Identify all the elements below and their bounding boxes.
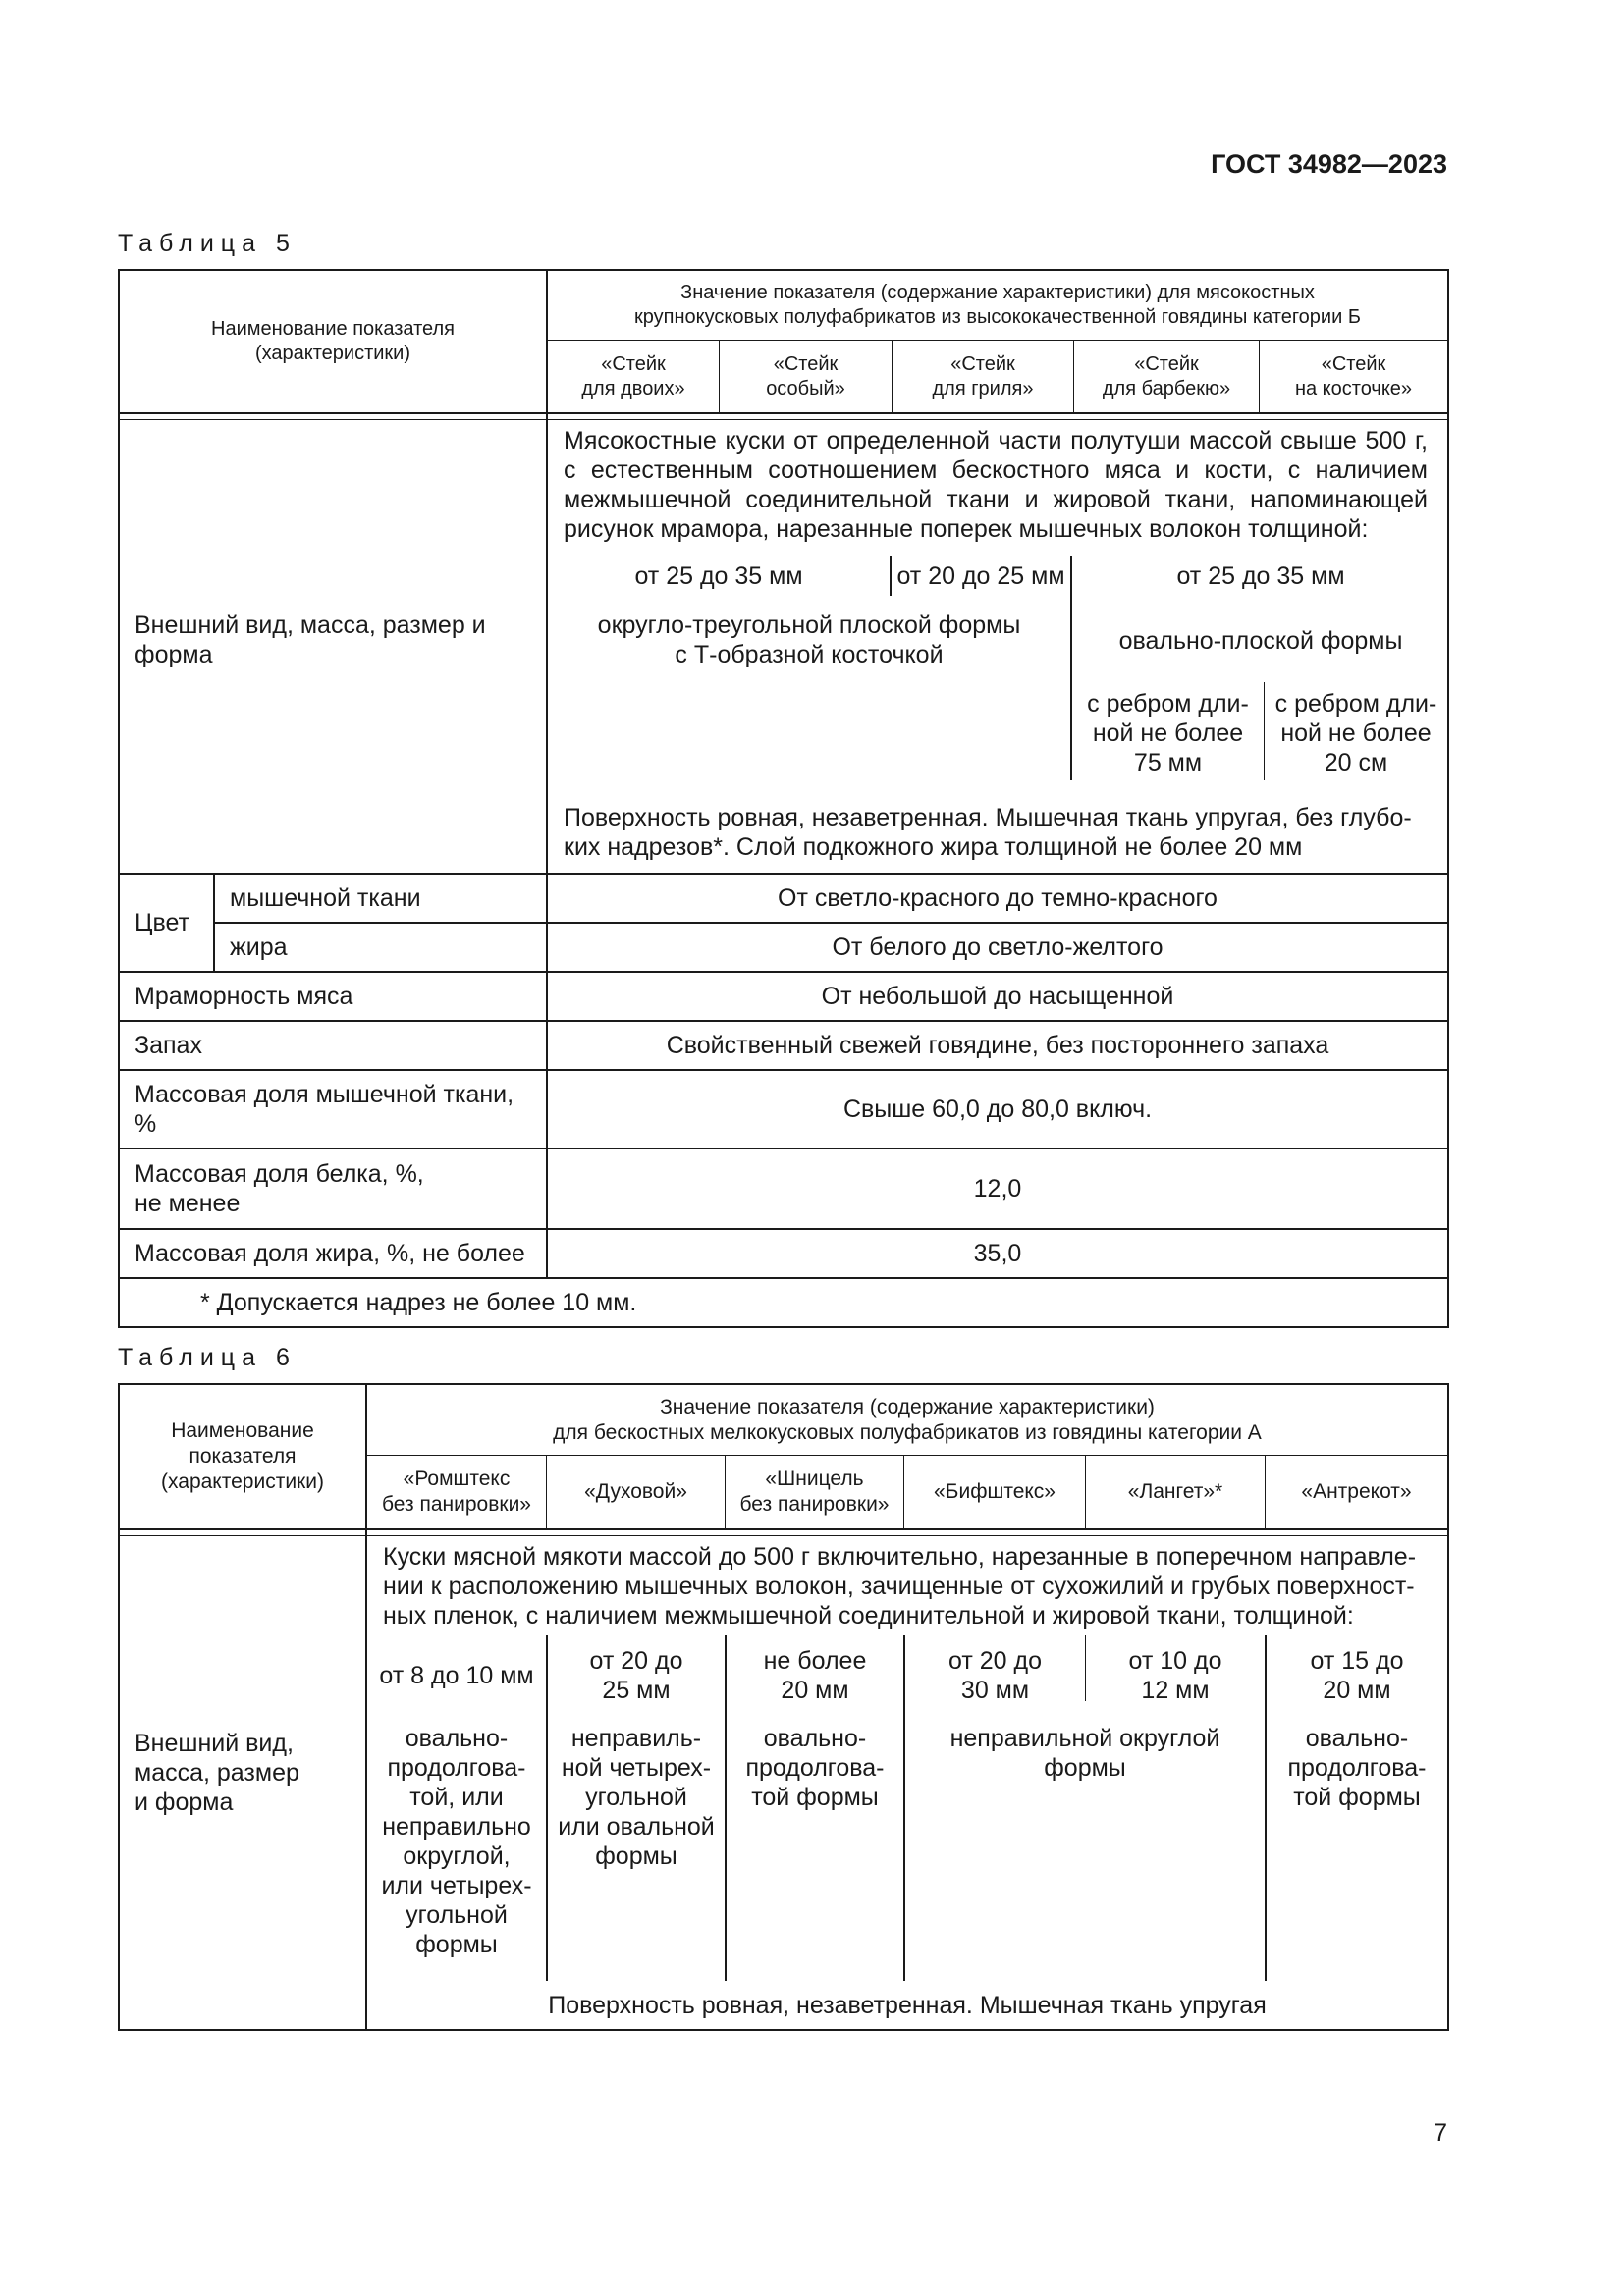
table6-surface: Поверхность ровная, незаветренная. Мышечная ткань упругая <box>548 1992 1267 2019</box>
table5-row-label: Запах <box>135 1032 202 1059</box>
table5-row-label: Массовая доля жира, %, не более <box>135 1240 525 1267</box>
table6-shape: овально- продолгова- той, или неправильно округлой, или четырех- угольной формы <box>381 1725 532 1958</box>
table5-row-value: 35,0 <box>973 1240 1022 1267</box>
table5-row-label: Массовая доля мышечной ткани, % <box>135 1081 514 1138</box>
table5-product-header: «Стейк на косточке» <box>1294 352 1413 400</box>
table5-color-fat-value: От белого до светло-желтого <box>832 934 1164 961</box>
table5-row-value: Свойственный свежей говядине, без постороннего запаха <box>666 1032 1329 1059</box>
table6-shape: овально- продолгова- той формы <box>1287 1725 1427 1811</box>
table5-thickness-a: от 25 до 35 мм <box>634 562 803 590</box>
table6 <box>118 1383 1449 2031</box>
table6-appearance-label: Внешний вид, масса, размер и форма <box>135 1730 299 1816</box>
table5-row-value: От небольшой до насыщенной <box>821 983 1174 1010</box>
table5-surface: Поверхность ровная, незаветренная. Мышечная ткань упругая, без глубо- ких надрезов*. Слой подкожного жира толщиной не более 20 мм <box>564 804 1412 861</box>
table5-product-header: «Стейк для гриля» <box>932 352 1034 400</box>
table5-row-value: 12,0 <box>973 1175 1022 1202</box>
table5-product-header: «Стейк для барбекю» <box>1102 352 1231 400</box>
page-number: 7 <box>1434 2119 1447 2147</box>
table5-color-fat-label: жира <box>230 934 288 961</box>
table5-thickness-b: от 20 до 25 мм <box>896 562 1065 590</box>
table6-thickness: не более 20 мм <box>763 1647 867 1704</box>
table6-product-header: «Антрекот» <box>1301 1480 1412 1503</box>
table5-value-header: Значение показателя (содержание характеристики) для мясокостных крупнокусковых полуфабрикатов из высококачественной говядины категории Б <box>634 282 1361 328</box>
table6-appearance-intro: Куски мясной мякоти массой до 500 г включительно, нарезанные в поперечном направле- нии к расположению мышечных волокон, зачищенные от сухожилий и грубых поверхност- ных пленок, с наличием межмышечной соединительной и жировой ткани, толщиной: <box>383 1543 1417 1629</box>
table5-name-header: Наименование показателя (характеристики) <box>211 318 455 364</box>
table5-caption: Таблица 5 <box>118 230 297 257</box>
table5-row-label: Мраморность мяса <box>135 983 353 1010</box>
table5-appearance-intro: Мясокостные куски от определенной части полутуши массой свыше 500 г, с естественным соотношением бескостного мяса и кости, с наличием межмышечной соединительной ткани и жировой ткани, напоминающей рисунок мрамора, нарезанные поперек мышечных волокон толщиной: <box>564 427 1428 543</box>
table6-value-header: Значение показателя (содержание характеристики) для бескостных мелкокусковых полуфабрикатов из говядины категории А <box>553 1395 1262 1444</box>
table5-shape-b: овально-плоской формы <box>1118 627 1403 655</box>
table5-thickness-c: от 25 до 35 мм <box>1176 562 1345 590</box>
table6-thickness: от 8 до 10 мм <box>379 1662 534 1689</box>
table6-shape: неправильной округлой формы <box>949 1725 1220 1782</box>
table5-footnote: * Допускается надрез не более 10 мм. <box>200 1289 637 1316</box>
table5-row-label: Массовая доля белка, %, не менее <box>135 1160 424 1217</box>
table5 <box>118 269 1449 1328</box>
table6-product-header: «Шницель без панировки» <box>739 1468 890 1516</box>
table6-product-header: «Ромштекс без панировки» <box>382 1468 531 1516</box>
table5-row-value: Свыше 60,0 до 80,0 включ. <box>842 1095 1153 1123</box>
standard-id: ГОСТ 34982—2023 <box>1211 149 1447 179</box>
table5-color-label: Цвет <box>135 909 190 936</box>
table6-shape: овально- продолгова- той формы <box>745 1725 885 1811</box>
table5-appearance-label: Внешний вид, масса, размер и форма <box>135 612 486 668</box>
table6-product-header: «Духовой» <box>584 1480 687 1503</box>
table6-thickness: от 10 до 12 мм <box>1128 1647 1222 1704</box>
table5-rib-a: с ребром дли- ной не более 75 мм <box>1087 690 1249 776</box>
table5-product-header: «Стейк для двоих» <box>581 352 685 400</box>
table5-color-muscle-value: От светло-красного до темно-красного <box>778 884 1218 912</box>
document-header <box>1080 147 1447 181</box>
table6-thickness: от 20 до 25 мм <box>589 1647 683 1704</box>
table5-rib-b: с ребром дли- ной не более 20 см <box>1274 690 1437 776</box>
table6-thickness: от 15 до 20 мм <box>1310 1647 1404 1704</box>
table6-product-header: «Бифштекс» <box>934 1480 1056 1503</box>
table5-shape-a: округло-треугольной плоской формы с Т-образной косточкой <box>597 612 1021 668</box>
table6-caption: Таблица 6 <box>118 1344 297 1371</box>
table6-name-header: Наименование показателя (характеристики) <box>161 1419 324 1493</box>
table6-shape: неправиль- ной четырех- угольной или овальной формы <box>558 1725 715 1870</box>
table5-color-muscle-label: мышечной ткани <box>230 884 421 912</box>
table6-thickness: от 20 до 30 мм <box>948 1647 1042 1704</box>
table6-product-header: «Лангет»* <box>1127 1480 1223 1503</box>
table5-product-header: «Стейк особый» <box>766 352 845 400</box>
